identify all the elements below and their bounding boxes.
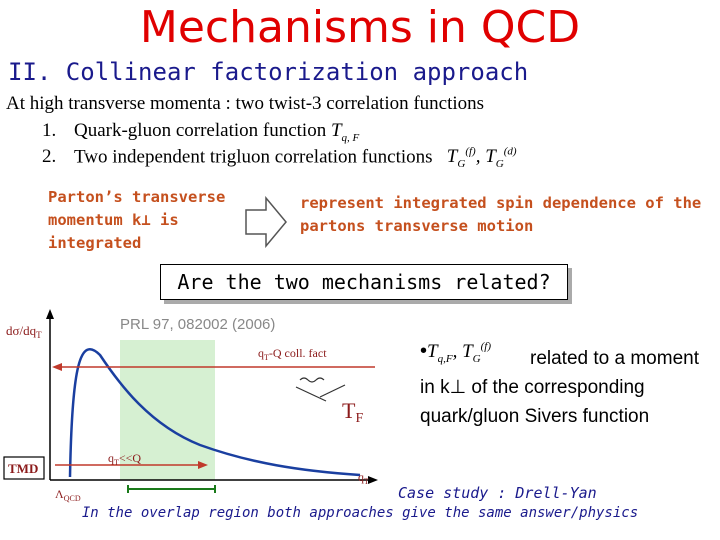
list-number: 1. [42, 120, 57, 141]
tmd-region-label: $q_T<<Q$ [108, 451, 142, 467]
bullet-icon: • [420, 340, 428, 362]
tmd-label: TMD [8, 461, 39, 476]
plot-ylabel: $d\sigma/dq_T$ [6, 323, 42, 340]
tf-label: TF [342, 398, 364, 426]
list-number: 2. [42, 146, 57, 168]
conclusion-text: In the overlap region both approaches give the same answer/physics [81, 505, 639, 521]
trigluon-symbols: $T_G^{(f)}$, $T_G^{(d)}$ [437, 146, 517, 171]
tqf-symbol: $T_{q, F}$ [330, 120, 360, 144]
quark-line-icon-2 [320, 385, 345, 397]
qcd-sketch-plot [0, 305, 390, 505]
case-study-note: Case study : Drell-Yan [398, 484, 597, 502]
question-box: Are the two mechanisms related? [160, 264, 568, 300]
collinear-fact-label: $q_T-Q$ coll. fact [258, 346, 327, 362]
lambda-qcd-label: $\Lambda_{QCD}$ [55, 487, 81, 503]
page-title: Mechanisms in QCD [139, 2, 581, 53]
right-arrow-icon [244, 196, 288, 248]
qt-axis-label: $q_T$ [358, 470, 369, 486]
gluon-line-icon [300, 378, 324, 382]
intro-text: At high transverse momenta : two twist-3 correlation functions [6, 93, 485, 114]
sivers-relation-text: related to a moment in k⊥ of the corresponding quark/gluon Sivers function [420, 348, 699, 427]
list-item-quark-gluon [42, 120, 359, 144]
reference-citation: PRL 97, 082002 (2006) [120, 316, 276, 333]
parton-note: Parton’s transverse momentum k⊥ is integrated [48, 188, 226, 252]
y-axis-arrowhead [46, 309, 54, 319]
list-item-text: Two independent trigluon correlation functions [74, 146, 438, 168]
bullet-symbols: $•T_{q,F}$, $T_G^{(f)}$ [420, 340, 491, 365]
section-subtitle: II. Collinear factorization approach [8, 58, 529, 86]
collinear-arrowhead [52, 363, 62, 371]
x-axis-arrowhead [368, 476, 378, 484]
list-item-trigluon [42, 146, 517, 170]
spin-dependence-note: represent integrated spin dependence of the partons transverse motion [300, 194, 702, 235]
quark-line-icon [296, 387, 326, 401]
list-item-text: Quark-gluon correlation function [74, 120, 331, 141]
